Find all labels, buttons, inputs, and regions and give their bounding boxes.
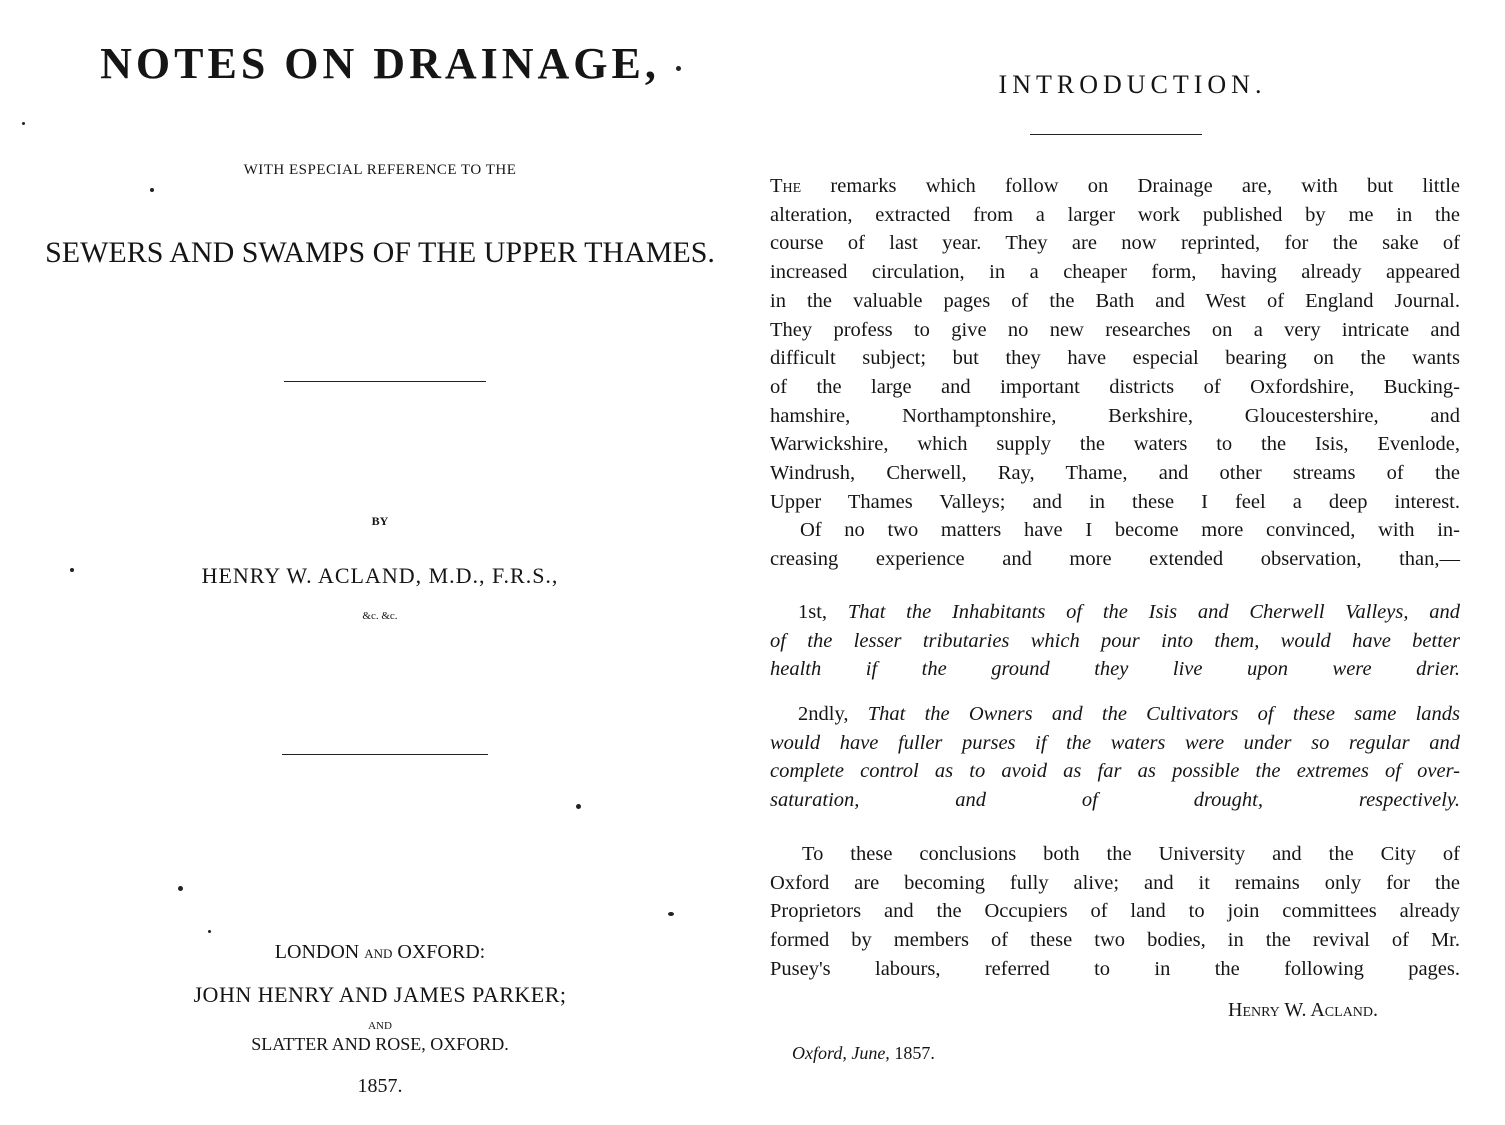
book-subtitle: WITH ESPECIAL REFERENCE TO THE	[243, 162, 517, 178]
paragraph-line: Oxford are becoming fully alive; and it remains only for the	[770, 871, 1460, 894]
paragraph-line: formed by members of these two bodies, in the revival of Mr.	[770, 929, 1460, 952]
divider-rule	[282, 754, 488, 755]
paragraph-line: health if the ground they live upon were drier.	[770, 658, 1460, 681]
paragraph-line: Of no two matters have I become more convinced, with in-	[800, 519, 1460, 541]
dateline-year: 1857.	[894, 1043, 935, 1063]
paragraph-line: would have fuller purses if the waters were under so regular and	[770, 731, 1460, 754]
imprint-and: AND	[368, 1020, 392, 1032]
imprint-publisher-2: SLATTER AND ROSE, OXFORD.	[251, 1034, 509, 1054]
paragraph-line: They profess to give no new researches on a very intricate and	[770, 318, 1460, 341]
paragraph-line: creasing experience and more extended observation, than,—	[770, 547, 1460, 570]
scan-speck	[22, 122, 25, 125]
dateline-place: Oxford, June,	[792, 1043, 890, 1063]
paragraph-line: 2ndly, That the Owners and the Cultivators of these same lands	[798, 703, 1460, 725]
imprint-location	[0, 941, 760, 964]
intro-paragraph-2	[770, 516, 1460, 573]
imprint-publisher-1: JOHN HENRY AND JAMES PARKER;	[193, 982, 567, 1007]
paragraph-line: The remarks which follow on Drainage are, with but little	[770, 175, 1460, 197]
imprint-year: 1857.	[357, 1075, 403, 1097]
paragraph-line: saturation, and of drought, respectively.	[770, 789, 1460, 812]
scan-speck	[70, 568, 74, 572]
paragraph-line: course of last year. They are now reprinted, for the sake of	[770, 232, 1460, 255]
point-1	[770, 598, 1460, 684]
point-1-label: 1st,	[798, 601, 828, 623]
scan-speck	[150, 188, 154, 192]
point-2-label: 2ndly,	[798, 703, 849, 725]
scan-speck	[208, 930, 211, 933]
imprint-location-oxford: OXFORD:	[397, 941, 486, 963]
paragraph-line: hamshire, Northamptonshire, Berkshire, Gloucestershire, and	[770, 404, 1460, 427]
author-name: HENRY W. ACLAND, M.D., F.R.S.,	[201, 563, 559, 588]
imprint-location-london: LONDON	[274, 941, 360, 963]
paragraph-line: Upper Thames Valleys; and in these I feel a deep interest.	[770, 490, 1460, 513]
divider-rule	[1030, 134, 1202, 135]
paragraph-line: Windrush, Cherwell, Ray, Thame, and other streams of the	[770, 462, 1460, 485]
dateline	[792, 1043, 935, 1064]
paragraph-line: alteration, extracted from a larger work published by me in the	[770, 203, 1460, 226]
paragraph-line: of the lesser tributaries which pour into them, would have better	[770, 629, 1460, 652]
paragraph-line: To these conclusions both the University and the City of	[802, 843, 1460, 865]
divider-rule	[284, 381, 486, 382]
intro-paragraph-1	[770, 172, 1460, 516]
intro-paragraph-3	[770, 840, 1460, 984]
introduction-heading: INTRODUCTION.	[998, 70, 1267, 99]
paragraph-line: Proprietors and the Occupiers of land to join committees already	[770, 900, 1460, 923]
paragraph-line: increased circulation, in a cheaper form, having already appeared	[770, 261, 1460, 284]
paragraph-line: Warwickshire, which supply the waters to the Isis, Evenlode,	[770, 433, 1460, 456]
scan-speck	[178, 886, 183, 891]
paragraph-line: in the valuable pages of the Bath and West of England Journal.	[770, 289, 1460, 312]
imprint-location-and: AND	[364, 946, 393, 961]
scan-speck	[668, 912, 674, 916]
scan-speck	[676, 66, 681, 71]
book-main-title: SEWERS AND SWAMPS OF THE UPPER THAMES.	[45, 236, 715, 269]
point-2	[770, 700, 1460, 815]
paragraph-line: difficult subject; but they have especial bearing on the wants	[770, 347, 1460, 370]
scan-speck	[576, 804, 581, 809]
paragraph-line: complete control as to avoid as far as possible the extremes of over-	[770, 760, 1460, 783]
by-line: BY	[371, 514, 389, 528]
drop-word: The	[770, 175, 802, 197]
author-etc: &c. &c.	[362, 610, 398, 622]
signature: Henry W. Acland.	[1228, 999, 1379, 1021]
book-title: NOTES ON DRAINAGE,	[100, 39, 660, 88]
paragraph-line: of the large and important districts of Oxfordshire, Bucking-	[770, 375, 1460, 398]
paragraph-line: Pusey's labours, referred to in the following pages.	[770, 957, 1460, 980]
paragraph-line: 1st, That the Inhabitants of the Isis and Cherwell Valleys, and	[798, 601, 1460, 623]
